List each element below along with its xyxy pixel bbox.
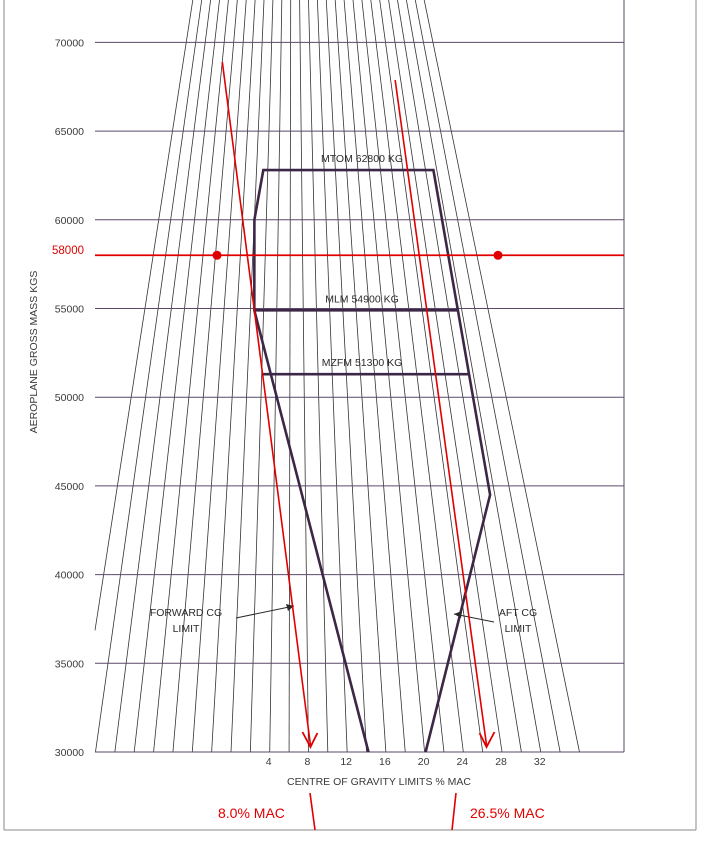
limit-label-mtom: MTOM 62800 KG [320, 153, 404, 166]
fan-line-8 [300, 0, 309, 752]
y-axis-title: AEROPLANE GROSS MASS KGS [28, 270, 40, 434]
fan-line-32 [406, 0, 540, 752]
x-tick-28: 28 [495, 756, 507, 768]
y-tick-labels [55, 37, 84, 759]
reading-mass-label: 58000 [52, 245, 84, 257]
fan-line-28 [389, 0, 502, 752]
limit-label-mlm: MLM 54900 KG [325, 293, 399, 306]
x-tick-20: 20 [417, 756, 430, 768]
fan-line--16 [95, 0, 193, 630]
forward-intersection-dot [213, 251, 222, 260]
limit-label-mzfm: MZFM 51300 KG [321, 357, 403, 370]
x-tick-16: 16 [379, 756, 391, 768]
y-tick-60000: 60000 [54, 214, 84, 227]
aft-result-label: 26.5% MAC [470, 805, 545, 821]
fan-line-22 [362, 0, 444, 752]
y-tick-55000: 55000 [54, 303, 84, 316]
forward-result-label: 8.0% MAC [218, 805, 285, 821]
x-tick-labels [266, 756, 546, 768]
aft-result-leader [452, 793, 456, 830]
forward-cg-arrow [236, 606, 294, 618]
forward-cg-label-line1: FORWARD CG [149, 607, 223, 619]
fan-line-0 [231, 0, 264, 752]
aft-reading-line [395, 80, 486, 745]
y-tick-65000: 65000 [54, 126, 84, 139]
y-tick-30000: 30000 [54, 747, 84, 759]
aft-cg-label-line2: LIMIT [504, 623, 532, 635]
fan-line-26 [380, 0, 483, 752]
y-tick-45000: 45000 [54, 480, 84, 493]
fan-line-30 [398, 0, 522, 752]
axes [95, 0, 624, 752]
x-tick-8: 8 [304, 756, 311, 768]
fan-line-2 [250, 0, 273, 752]
y-tick-50000: 50000 [54, 392, 84, 405]
y-tick-35000: 35000 [54, 658, 84, 671]
aft-cg-arrowhead [454, 611, 462, 618]
x-axis-title: CENTRE OF GRAVITY LIMITS % MAC [287, 776, 471, 788]
fan-line--2 [212, 0, 255, 752]
fan-line-10 [309, 0, 328, 752]
aft-cg-label-line1: AFT CG [498, 607, 538, 619]
fan-line--8 [154, 0, 229, 752]
fan-line-24 [371, 0, 464, 752]
fan-line-18 [344, 0, 405, 752]
x-tick-24: 24 [456, 756, 469, 768]
forward-cg-label-line2: LIMIT [172, 623, 200, 635]
fan-line--6 [173, 0, 237, 752]
horizontal-gridlines [95, 42, 624, 663]
aft-intersection-dot [494, 251, 503, 260]
x-tick-12: 12 [340, 756, 353, 768]
x-tick-32: 32 [533, 756, 546, 768]
fan-line-36 [424, 0, 579, 752]
fan-line--4 [192, 0, 246, 752]
fan-line-20 [353, 0, 425, 752]
fan-line-34 [415, 0, 560, 752]
fan-line--14 [95, 0, 201, 752]
forward-result-leader [310, 793, 315, 830]
fan-line--10 [134, 0, 219, 752]
x-tick-4: 4 [265, 756, 272, 768]
y-tick-70000: 70000 [54, 37, 84, 50]
mac-fan-lines [95, 0, 579, 752]
fan-line-6 [289, 0, 291, 752]
y-tick-40000: 40000 [54, 569, 84, 582]
fan-line--12 [115, 0, 211, 752]
